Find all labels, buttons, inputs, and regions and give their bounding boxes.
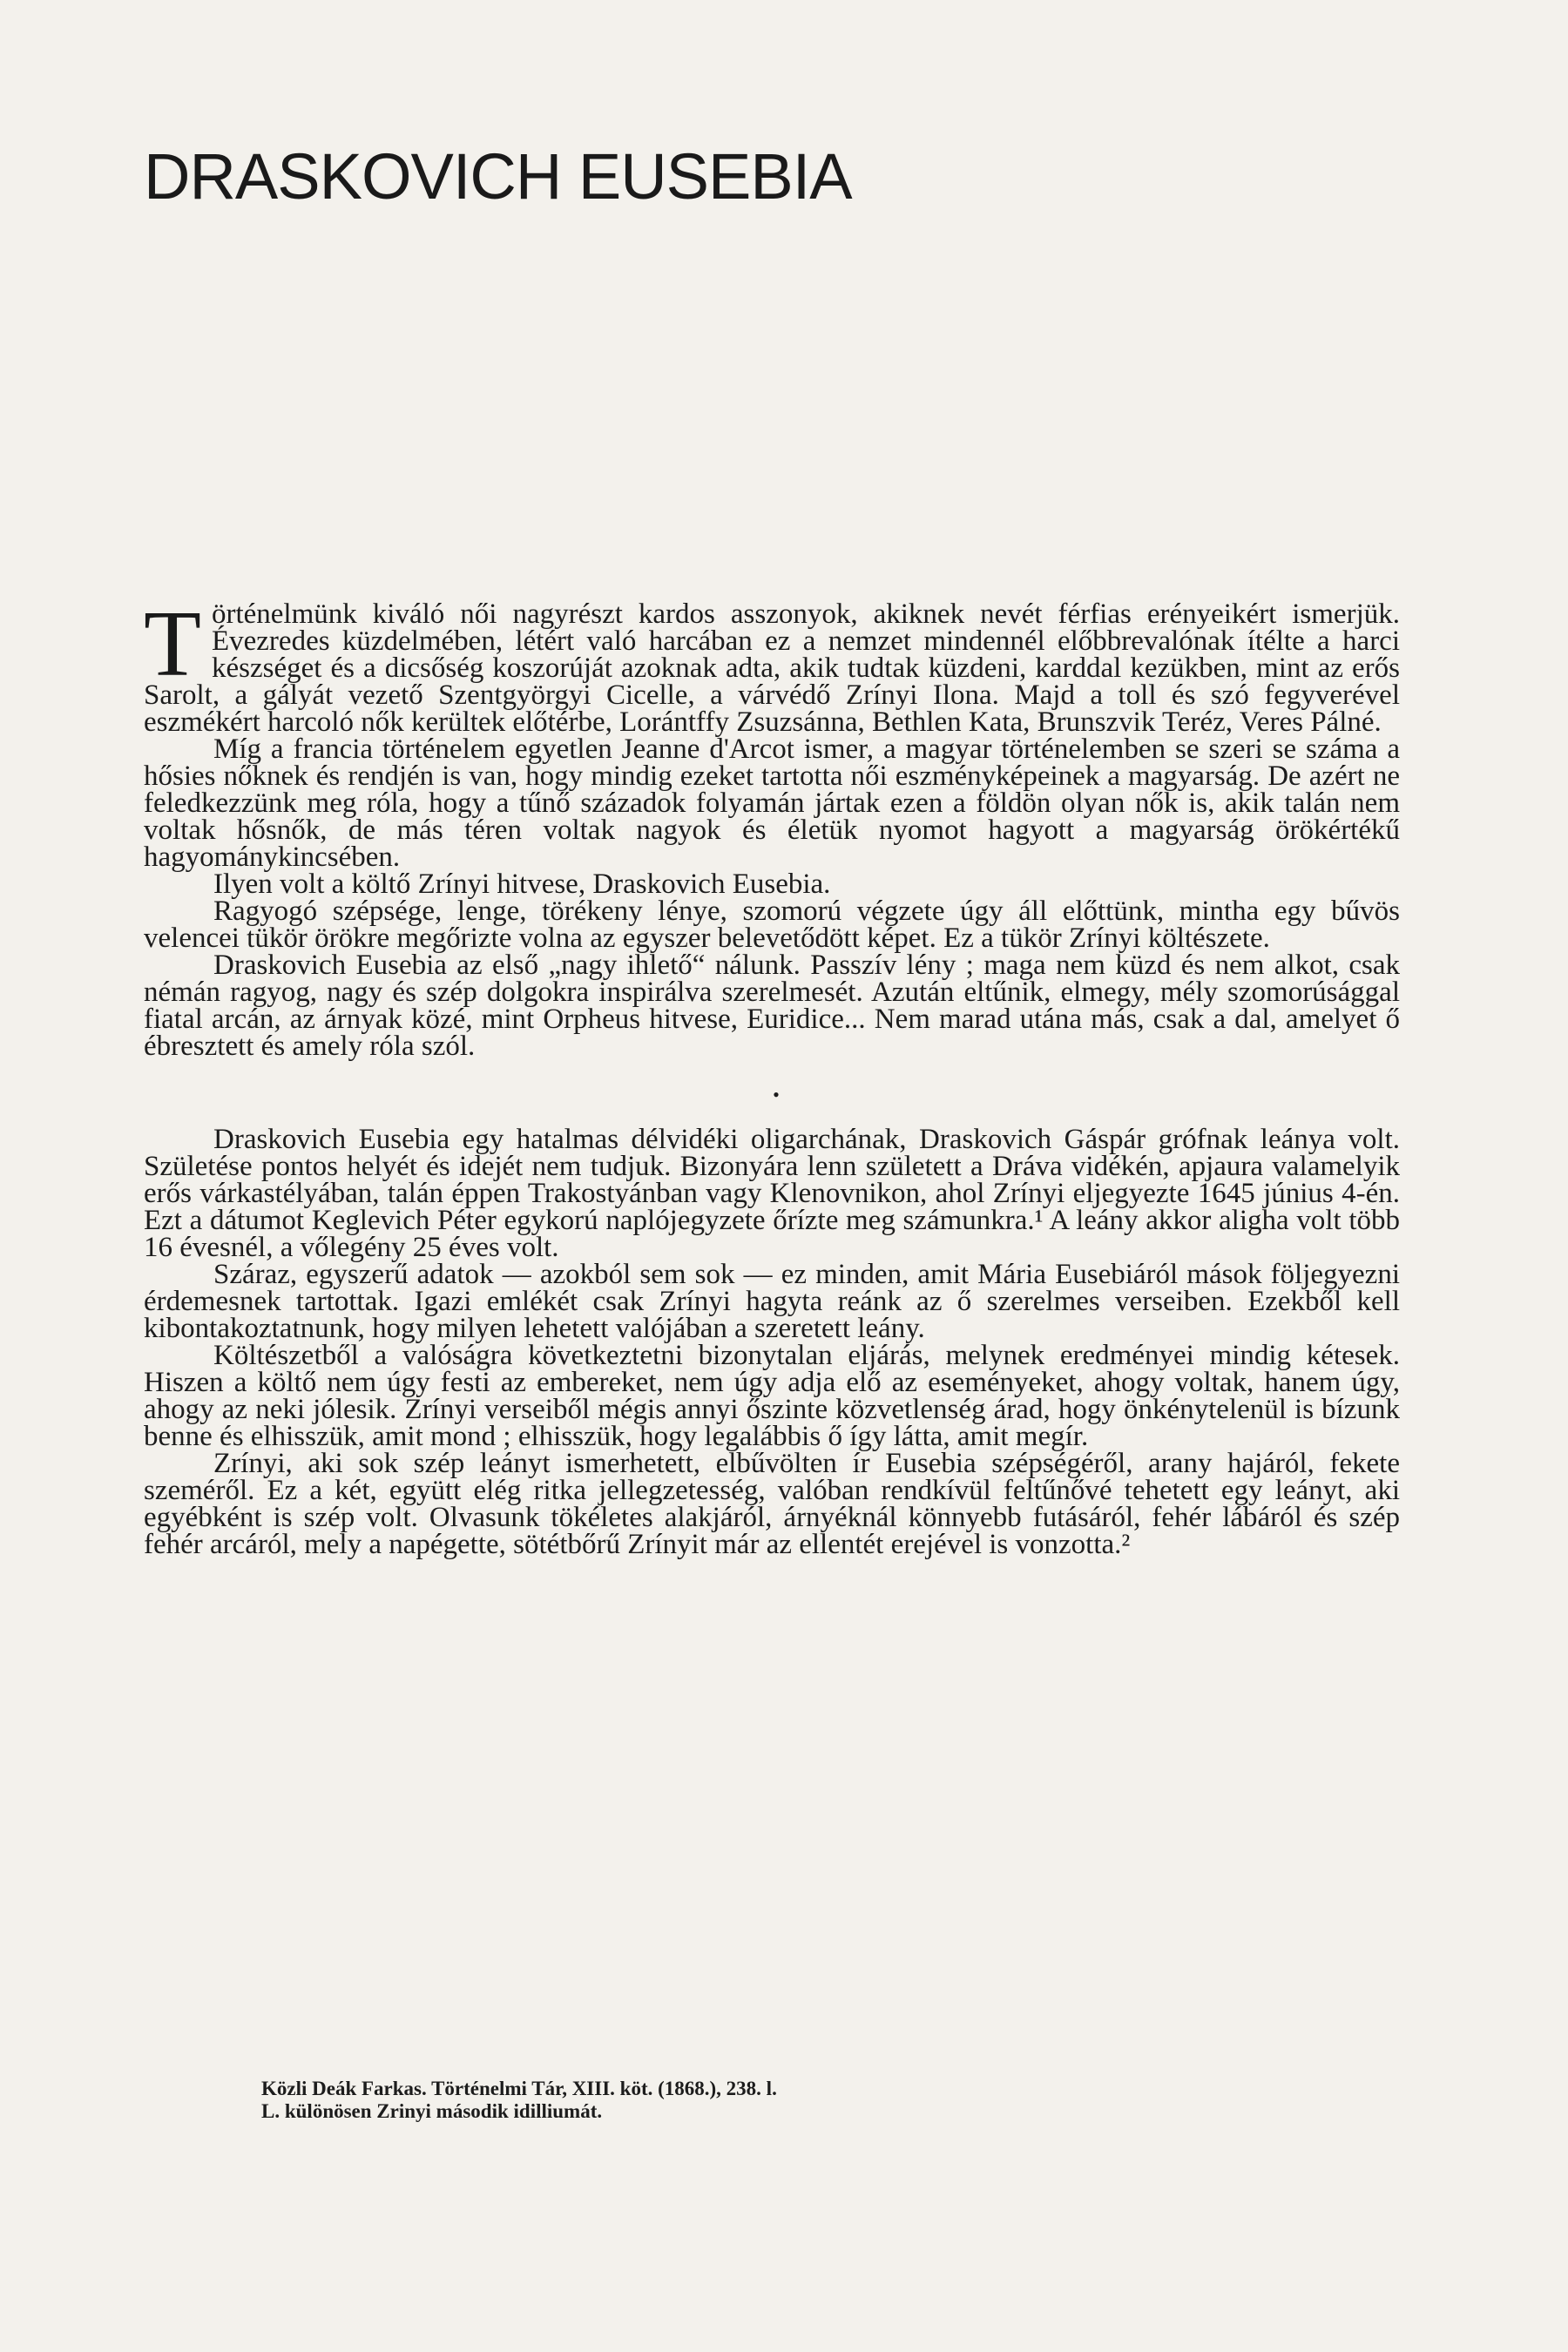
paragraph-1-text: örténelmünk kiváló női nagyrészt kardos asszonyok, akiknek nevét férfias erényeikért ismerjük. Évezredes küzdelmében, létért való harcában ez a nemzet mindennél előbbrevalónak ítélte a harci készséget és a dicsőség koszorúját azoknak adta, akik tudtak küzdeni, karddal kezükben, mint az erős Sarolt, a gályát vezető Szentgyörgyi Cicelle, a várvédő Zrínyi Ilona. Majd a toll és szó fegyverével eszmékért harcoló nők kerültek előtérbe, Lorántffy Zsuzsánna, Bethlen Kata, Brunszvik Teréz, Veres Pálné.	[144, 598, 1400, 738]
footnote-1: Közli Deák Farkas. Történelmi Tár, XIII. köt. (1868.), 238. l.	[261, 2078, 777, 2099]
paragraph-2: Míg a francia történelem egyetlen Jeanne d'Arcot ismer, a magyar történelemben se szeri se száma a hősies nőknek és rendjén is van, hogy mindig ezeket tartotta női eszményképeinek a magyarság. De azért ne feledkezzünk meg róla, hogy a tűnő századok folyamán jártak ezen a földön olyan nők is, akik talán nem voltak hősnők, de más téren voltak nagyok és életük nyomot hagyott a magyarság örökértékű hagyománykincsében.	[144, 733, 1400, 873]
paragraph-9: Zrínyi, aki sok szép leányt ismerhetett, elbűvölten ír Eusebia szépségéről, arany hajáról, fekete szeméről. Ez a két, együtt elég ritka jellegzetesség, valóban rendkívül feltűnővé tehetett egy leányt, aki egyébként is szép volt. Olvasunk tökéletes alakjáról, árnyéknál könnyebb futásáról, fehér lábáról és szép fehér arcáról, mely a napégette, sötétbőrű Zrínyit már az ellentét erejével is vonzotta.²	[144, 1448, 1400, 1560]
paragraph-4: Ragyogó szépsége, lenge, törékeny lénye, szomorú végzete úgy áll előttünk, mintha egy bűvös velencei tükör örökre megőrizte volna az egyszer belevetődött képet. Ez a tükör Zrínyi költészete.	[144, 896, 1400, 954]
paragraph-6: Draskovich Eusebia egy hatalmas délvidéki oligarchának, Draskovich Gáspár grófnak leánya volt. Születése pontos helyét és idejét nem tudjuk. Bizonyára lenn született a Dráva vidékén, apjaura valamelyik erős várkastélyában, talán éppen Trakostyánban vagy Klenovnikon, ahol Zrínyi eljegyezte 1645 június 4-én. Ezt a dátumot Keglevich Péter egykorú naplójegyzete őrízte meg számunkra.¹ A leány akkor aligha volt több 16 évesnél, a vőlegény 25 éves volt.	[144, 1124, 1400, 1263]
drop-cap: T	[144, 592, 201, 696]
footnote-2: L. különösen Zrinyi második idilliumát.	[261, 2100, 603, 2122]
section-separator: •	[773, 1084, 780, 1105]
article-body	[144, 592, 1400, 1560]
paragraph-3: Ilyen volt a költő Zrínyi hitvese, Draskovich Eusebia.	[213, 868, 831, 900]
page-title: DRASKOVICH EUSEBIA	[144, 140, 852, 213]
paragraph-5: Draskovich Eusebia az első „nagy ihlető“ nálunk. Passzív lény ; maga nem küzd és nem alkot, csak némán ragyog, nagy és szép dolgokra inspirálva szerelmesét. Azután eltűnik, elmegy, mély szomorúsággal fiatal arcán, az árnyak közé, mint Orpheus hitvese, Euridice... Nem marad utána más, csak a dal, amelyet ő ébresztett és amely róla szól.	[144, 950, 1400, 1062]
paragraph-7: Száraz, egyszerű adatok — azokból sem sok — ez minden, amit Mária Eusebiáról mások följegyezni érdemesnek tartottak. Igazi emlékét csak Zrínyi hagyta reánk az ő szerelmes verseiben. Ezekből kell kibontakoztatnunk, hogy milyen lehetett valójában a szeretett leány.	[144, 1259, 1400, 1344]
paragraph-1	[144, 592, 1400, 738]
paragraph-8: Költészetből a valóságra következtetni bizonytalan eljárás, melynek eredményei mindig kétesek. Hiszen a költő nem úgy festi az embereket, nem úgy adja elő az eseményeket, ahogy voltak, hanem úgy, ahogy az neki jólesik. Zrínyi verseiből mégis annyi őszinte közvetlenség árad, hogy önkénytelenül is bízunk benne és elhisszük, amit mond ; elhisszük, hogy legalábbis ő így látta, amit megír.	[144, 1340, 1400, 1452]
footnotes	[261, 2078, 777, 2123]
